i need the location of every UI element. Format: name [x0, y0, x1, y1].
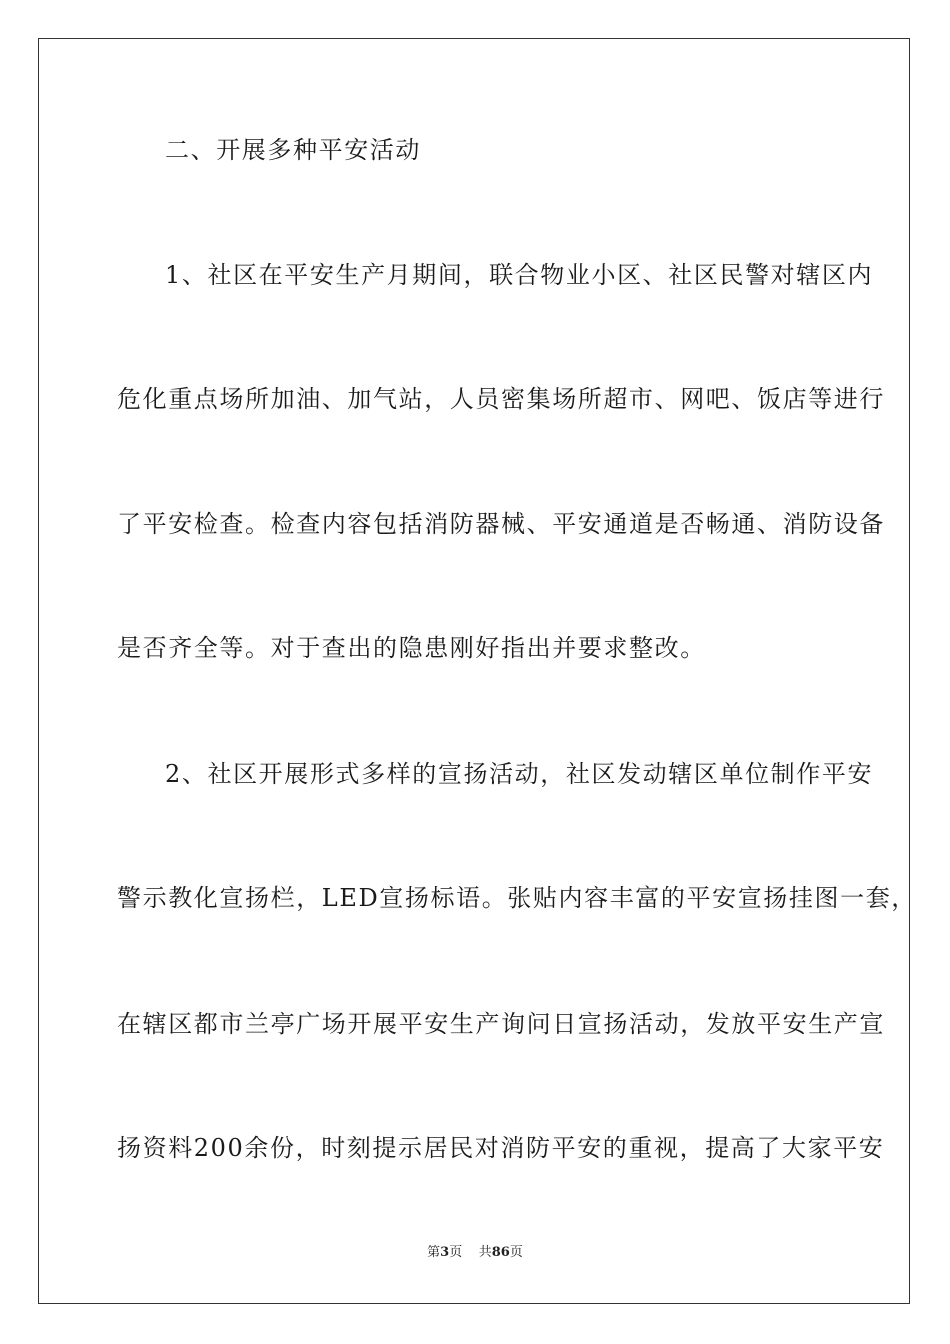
- paragraph-2-line-2: 警示教化宣扬栏，LED宣扬标语。张贴内容丰富的平安宣扬挂图一套，: [117, 884, 917, 912]
- page-footer: [0, 1244, 950, 1262]
- footer-page-suffix: 页: [449, 1245, 463, 1260]
- paragraph-2-line-4: 扬资料200余份，时刻提示居民对消防平安的重视，提高了大家平安: [117, 1134, 885, 1162]
- footer-page-prefix: 第: [427, 1245, 441, 1260]
- footer-total-suffix: 页: [509, 1245, 523, 1260]
- footer-total-pages: 86: [491, 1245, 510, 1260]
- footer-page-number: 3: [440, 1245, 450, 1260]
- paragraph-1-line-4: 是否齐全等。对于查出的隐患刚好指出并要求整改。: [117, 634, 706, 662]
- paragraph-2-line-1: 2、社区开展形式多样的宣扬活动，社区发动辖区单位制作平安: [165, 760, 874, 788]
- paragraph-2-line-3: 在辖区都市兰亭广场开展平安生产询问日宣扬活动，发放平安生产宣: [117, 1010, 885, 1038]
- section-heading: 二、开展多种平安活动: [165, 136, 421, 164]
- paragraph-1-line-3: 了平安检查。检查内容包括消防器械、平安通道是否畅通、消防设备: [117, 510, 885, 538]
- footer-total-prefix: 共: [478, 1245, 492, 1260]
- paragraph-1-line-1: 1、社区在平安生产月期间，联合物业小区、社区民警对辖区内: [165, 261, 874, 289]
- page-border: [38, 38, 917, 1304]
- paragraph-1-line-2: 危化重点场所加油、加气站，人员密集场所超市、网吧、饭店等进行: [117, 385, 885, 413]
